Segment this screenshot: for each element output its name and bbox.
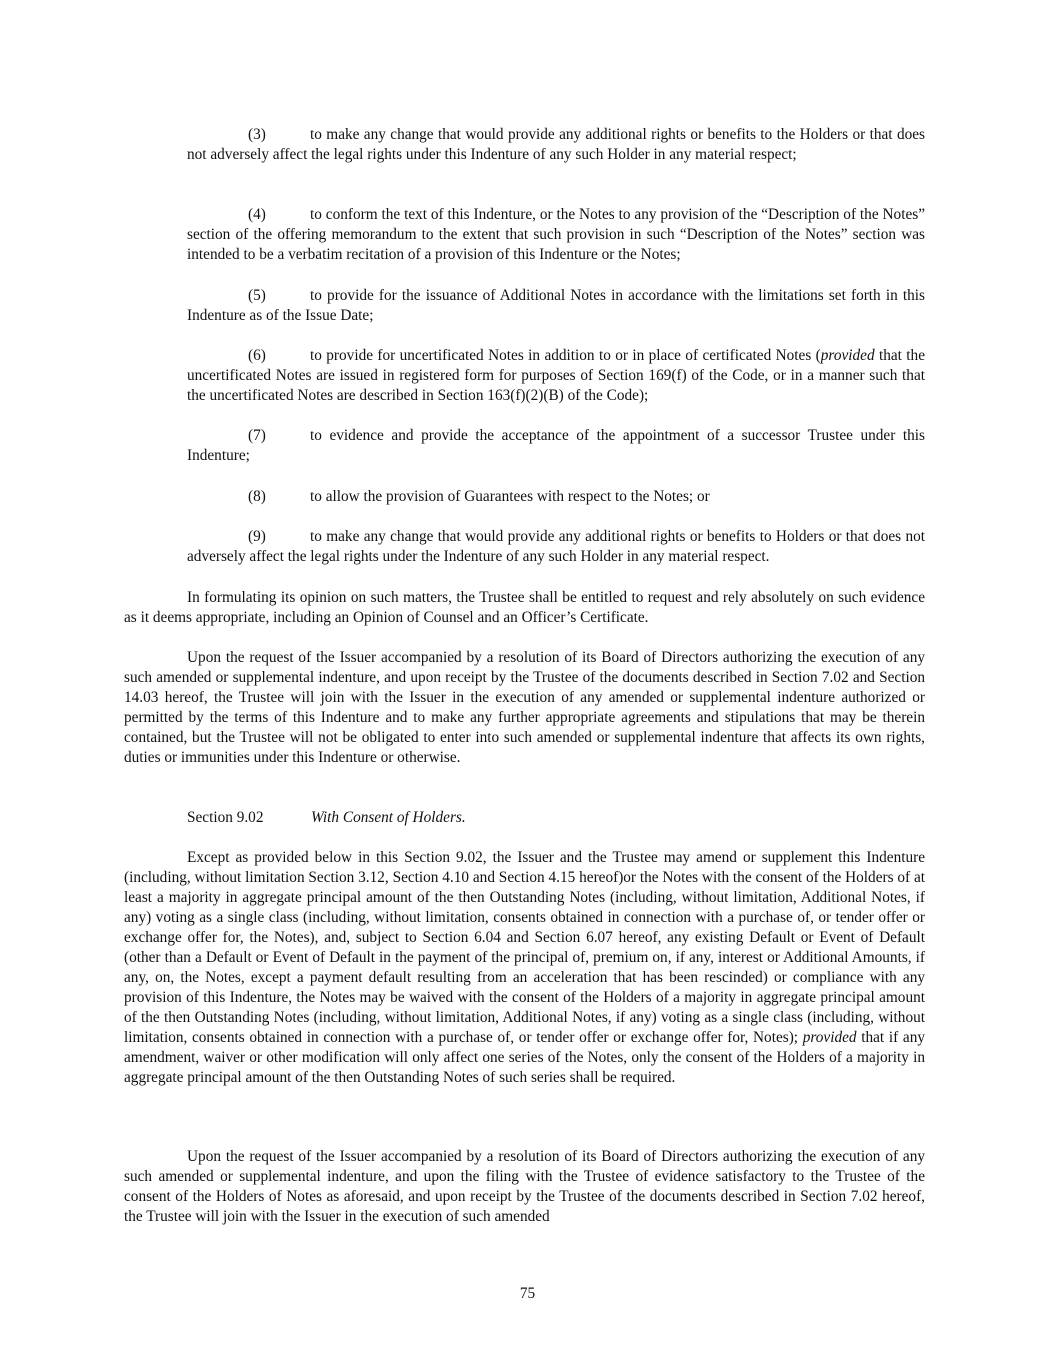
paragraph-text-italic: provided <box>802 1029 857 1046</box>
list-item <box>187 527 925 567</box>
item-number: (9) <box>248 528 266 545</box>
item-text: to allow the provision of Guarantees with respect to the Notes; or <box>310 488 710 505</box>
section-heading <box>187 808 466 828</box>
item-text-italic: provided <box>820 347 875 364</box>
paragraph-request-1: Upon the request of the Issuer accompanied by a resolution of its Board of Directors authorizing the execution of any such amended or supplemental indenture, and upon receipt by the Trustee of the documents described in Section 7.02 and Section 14.03 hereof, the Trustee will join with the Issuer in the execution of any amended or supplemental indenture authorized or permitted by the terms of this Indenture and to make any further appropriate agreements and stipulations that may be therein contained, but the Trustee will not be obligated to enter into such amended or supplemental indenture that affects its own rights, duties or immunities under this Indenture or otherwise. <box>124 649 925 766</box>
item-number: (7) <box>248 427 266 444</box>
paragraph-except <box>124 848 925 1088</box>
item-number: (8) <box>248 488 266 505</box>
item-text: to provide for uncertificated Notes in addition to or in place of certificated Notes ( <box>310 347 821 364</box>
item-text: to provide for the issuance of Additional Notes in accordance with the limitations set forth in this Indenture as of the Issue Date; <box>187 287 925 324</box>
section-title: With Consent of Holders. <box>311 809 466 826</box>
paragraph-text: Except as provided below in this Section 9.02, the Issuer and the Trustee may amend or supplement this Indenture (including, without limitation Section 3.12, Section 4.10 and Section 4.15 hereof)or the Notes with the consent of the Holders of at least a majority in aggregate principal amount of the then Outstanding Notes (including, without limitation, Additional Notes, if any) voting as a single class (including, without limitation, consents obtained in connection with a purchase of, or tender offer or exchange offer for, the Notes), and, subject to Section 6.04 and Section 6.07 hereof, any existing Default or Event of Default (other than a Default or Event of Default in the payment of the principal of, premium on, if any, interest or Additional Amounts, if any, on, the Notes, except a payment default resulting from an acceleration that has been rescinded) or compliance with any provision of this Indenture, the Notes may be waived with the consent of the Holders of a majority in aggregate principal amount of the then Outstanding Notes (including, without limitation, Additional Notes, if any) voting as a single class (including, without limitation, consents obtained in connection with a purchase of, or tender offer or exchange offer for, Notes); <box>124 849 925 1046</box>
item-text: to make any change that would provide any additional rights or benefits to the Holders or that does not adversely affect the legal rights under this Indenture of any such Holder in any material respect; <box>187 126 925 163</box>
item-number: (5) <box>248 287 266 304</box>
item-text: to conform the text of this Indenture, or the Notes to any provision of the “Description of the Notes” section of the offering memorandum to the extent that such provision in such “Description of the Notes” section was intended to be a verbatim recitation of a provision of this Indenture or the Notes; <box>187 206 925 263</box>
list-item <box>187 286 925 326</box>
paragraph-opinion: In formulating its opinion on such matters, the Trustee shall be entitled to request and rely absolutely on such evidence as it deems appropriate, including an Opinion of Counsel and an Officer’s Certificate. <box>124 589 925 626</box>
paragraph-request-2: Upon the request of the Issuer accompanied by a resolution of its Board of Directors authorizing the execution of any such amended or supplemental indenture, and upon the filing with the Trustee of evidence satisfactory to the Trustee of the consent of the Holders of Notes as aforesaid, and upon receipt by the Trustee of the documents described in Section 7.02 hereof, the Trustee will join with the Issuer in the execution of such amended <box>124 1148 925 1225</box>
item-text: that the uncertificated Notes are issued in registered form for purposes of Section 169(f) of the Code, or in a manner such that the uncertificated Notes are described in Section 163(f)(2)(B) of the Code); <box>187 347 925 404</box>
list-item <box>187 426 925 466</box>
section-number: Section 9.02 <box>187 809 264 826</box>
list-item <box>187 487 925 507</box>
list-item <box>187 205 925 265</box>
paragraph-text: that if any amendment, waiver or other modification will only affect one series of the Notes, only the consent of the Holders of a majority in aggregate principal amount of the then Outstanding Notes of such series shall be required. <box>124 1029 925 1086</box>
page-number: 75 <box>519 1285 536 1302</box>
item-number: (3) <box>248 126 266 143</box>
item-number: (4) <box>248 206 266 223</box>
item-number: (6) <box>248 347 266 364</box>
item-text: to evidence and provide the acceptance of the appointment of a successor Trustee under this Indenture; <box>187 427 925 464</box>
item-text: to make any change that would provide any additional rights or benefits to Holders or that does not adversely affect the legal rights under the Indenture of any such Holder in any material respect. <box>187 528 925 565</box>
list-item <box>187 125 925 165</box>
list-item <box>187 346 925 406</box>
